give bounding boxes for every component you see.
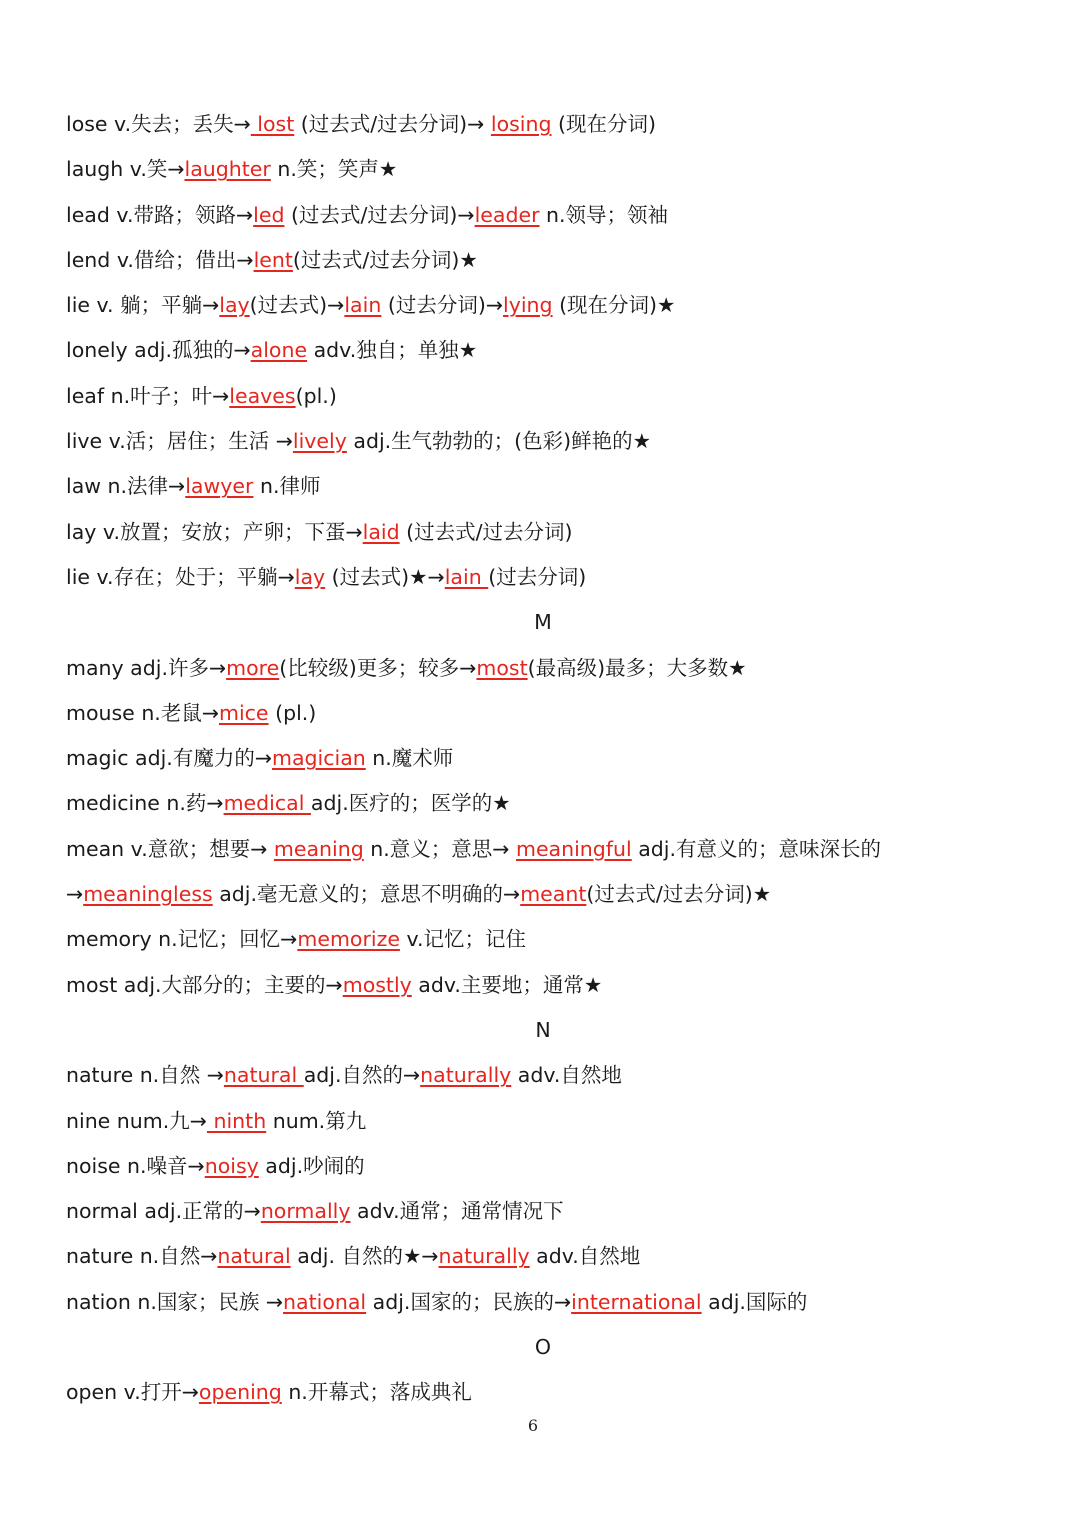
entry-text: adv.独自；单独★ xyxy=(307,338,478,363)
derived-word: lying xyxy=(503,293,553,318)
entry-text: lose v.失去；丢失→ xyxy=(66,112,251,136)
entry-text: adv.自然地 xyxy=(511,1063,622,1088)
entry-text: lie v. 躺；平躺→ xyxy=(66,293,220,318)
derived-word: memorize xyxy=(297,927,400,952)
vocabulary-entry xyxy=(66,1280,1026,1325)
vocabulary-entry xyxy=(66,781,1026,826)
entry-text: (现在分词)★ xyxy=(552,293,676,318)
entry-text: many adj.许多→ xyxy=(66,655,227,680)
derived-word: mostly xyxy=(342,972,412,997)
vocabulary-entry xyxy=(66,1234,1026,1279)
entry-text: lie v.存在；处于；平躺→ xyxy=(66,564,295,589)
derived-word: lay xyxy=(294,564,326,589)
entry-text: lay v.放置；安放；产卵；下蛋→ xyxy=(66,519,363,544)
entry-text: (过去式/过去分词) xyxy=(399,519,573,544)
derived-word: lain xyxy=(344,293,382,318)
entry-text: lend v.借给；借出→ xyxy=(66,247,254,272)
entry-text: adj.生气勃勃的；(色彩)鲜艳的★ xyxy=(346,429,652,454)
derived-word: more xyxy=(226,655,280,680)
entry-text: law n.法律→ xyxy=(66,474,186,499)
entry-text: laugh v.笑→ xyxy=(66,157,185,182)
entry-text: (过去分词) xyxy=(488,564,587,589)
section-letter: N xyxy=(535,1017,551,1042)
entry-text: (过去分词)→ xyxy=(381,293,504,318)
section-letter: M xyxy=(534,610,552,635)
vocabulary-entry xyxy=(66,102,1026,147)
derived-word: leaves xyxy=(229,383,296,408)
vocabulary-entry xyxy=(66,419,1026,464)
entry-text: v.记忆；记住 xyxy=(399,927,527,952)
derived-word: leader xyxy=(474,202,540,227)
derived-word: medical xyxy=(223,791,311,816)
derived-word: led xyxy=(253,202,285,227)
vocabulary-entry xyxy=(66,193,1026,238)
entry-text: lead v.带路；领路→ xyxy=(66,202,254,227)
entry-text: (pl.) xyxy=(295,383,337,408)
derived-word: international xyxy=(571,1289,702,1314)
entry-text: nine num.九→ xyxy=(66,1108,207,1133)
vocabulary-entry xyxy=(66,510,1026,555)
vocabulary-entry xyxy=(66,1099,1026,1144)
vocabulary-entry xyxy=(66,328,1026,373)
derived-word: naturally xyxy=(438,1244,530,1269)
derived-word: opening xyxy=(198,1380,282,1405)
entry-text: adv.自然地 xyxy=(529,1244,641,1269)
vocabulary-list xyxy=(66,102,1026,1416)
vocabulary-entry xyxy=(66,464,1026,509)
derived-word: mice xyxy=(219,700,269,725)
derived-word: losing xyxy=(490,112,552,136)
vocabulary-entry xyxy=(66,1370,1026,1415)
entry-text: adj.吵闹的 xyxy=(258,1153,365,1178)
section-letter-heading xyxy=(66,1325,1026,1370)
vocabulary-entry xyxy=(66,1144,1026,1189)
entry-text: n.魔术师 xyxy=(365,746,454,771)
derived-word: ninth xyxy=(206,1108,267,1133)
derived-word: natural xyxy=(217,1244,291,1269)
vocabulary-entry xyxy=(66,827,1026,872)
vocabulary-entry xyxy=(66,917,1026,962)
entry-text: adv.主要地；通常★ xyxy=(411,972,603,997)
derived-word: lent xyxy=(253,247,293,272)
entry-text: (过去式)★→ xyxy=(325,564,445,589)
derived-word: natural xyxy=(223,1063,304,1088)
derived-word: meant xyxy=(520,882,587,907)
entry-text: lonely adj.孤独的→ xyxy=(66,338,251,363)
entry-text: adj.国家的；民族的→ xyxy=(366,1289,572,1314)
derived-word: laid xyxy=(362,519,400,544)
vocabulary-entry xyxy=(66,963,1026,1008)
entry-text: mean v.意欲；想要→ xyxy=(66,836,274,861)
entry-text: normal adj.正常的→ xyxy=(66,1199,261,1224)
derived-word: noisy xyxy=(204,1153,259,1178)
vocabulary-entry xyxy=(66,374,1026,419)
entry-text: (过去式)→ xyxy=(249,293,345,318)
entry-text: adj.毫无意义的；意思不明确的→ xyxy=(212,882,521,907)
entry-text: most adj.大部分的；主要的→ xyxy=(66,972,343,997)
derived-word: lively xyxy=(292,429,347,454)
entry-text: (过去式/过去分词)★ xyxy=(586,882,772,907)
derived-word: lawyer xyxy=(185,474,254,499)
entry-text: (过去式/过去分词)★ xyxy=(292,247,478,272)
entry-text: (过去式/过去分词)→ xyxy=(284,202,475,227)
derived-word: meaning xyxy=(273,836,364,861)
vocabulary-entry xyxy=(66,555,1026,600)
vocabulary-entry xyxy=(66,238,1026,283)
entry-text: adj.国际的 xyxy=(701,1289,808,1314)
vocabulary-entry xyxy=(66,147,1026,192)
derived-word: lay xyxy=(219,293,250,318)
derived-word: meaningless xyxy=(83,882,213,907)
entry-text: (现在分词) xyxy=(551,112,657,136)
derived-word: magician xyxy=(272,746,366,771)
entry-text: adj. 自然的★→ xyxy=(290,1244,439,1269)
entry-text: adj.自然的→ xyxy=(303,1063,421,1088)
section-letter-heading xyxy=(66,600,1026,645)
entry-text: (过去式/过去分词)→ xyxy=(294,112,491,136)
entry-text: magic adj.有魔力的→ xyxy=(66,746,272,771)
derived-word: alone xyxy=(250,338,308,363)
entry-text: noise n.噪音→ xyxy=(66,1153,205,1178)
entry-text: num.第九 xyxy=(266,1108,367,1133)
entry-text: n.开幕式；落成典礼 xyxy=(281,1380,472,1405)
section-letter-heading xyxy=(66,1008,1026,1053)
entry-text: live v.活；居住；生活 → xyxy=(66,429,293,454)
vocabulary-entry xyxy=(66,691,1026,736)
entry-text: adv.通常；通常情况下 xyxy=(350,1199,564,1224)
derived-word: meaningful xyxy=(515,836,632,861)
entry-text: n.意义；意思→ xyxy=(363,836,516,861)
vocabulary-entry xyxy=(66,1189,1026,1234)
entry-text: open v.打开→ xyxy=(66,1380,199,1405)
section-letter: O xyxy=(534,1335,552,1360)
vocabulary-entry xyxy=(66,646,1026,691)
entry-text: n.笑；笑声★ xyxy=(270,157,398,182)
derived-word: most xyxy=(476,655,528,680)
vocabulary-entry xyxy=(66,736,1026,781)
entry-text: (比较级)更多；较多→ xyxy=(279,655,477,680)
derived-word: national xyxy=(283,1289,367,1314)
entry-text: → xyxy=(66,882,84,907)
entry-text: memory n.记忆；回忆→ xyxy=(66,927,298,952)
entry-text: (最高级)最多；大多数★ xyxy=(527,655,747,680)
entry-text: adj.有意义的；意味深长的 xyxy=(631,836,882,861)
entry-text: n.领导；领袖 xyxy=(539,202,669,227)
entry-text: nature n.自然 → xyxy=(66,1063,224,1088)
entry-text: adj.医疗的；医学的★ xyxy=(310,791,511,816)
vocabulary-entry xyxy=(66,872,1026,917)
derived-word: naturally xyxy=(420,1063,512,1088)
vocabulary-entry xyxy=(66,283,1026,328)
entry-text: n.律师 xyxy=(253,474,321,499)
entry-text: nation n.国家；民族 → xyxy=(66,1289,284,1314)
entry-text: (pl.) xyxy=(268,700,317,725)
page-number: 6 xyxy=(527,1416,539,1435)
derived-word: lost xyxy=(250,112,295,136)
derived-word: normally xyxy=(260,1199,351,1224)
derived-word: lain xyxy=(444,564,489,589)
vocabulary-entry xyxy=(66,1053,1026,1098)
derived-word: laughter xyxy=(184,157,271,182)
entry-text: mouse n.老鼠→ xyxy=(66,700,219,725)
entry-text: medicine n.药→ xyxy=(66,791,224,816)
entry-text: leaf n.叶子；叶→ xyxy=(66,383,230,408)
entry-text: nature n.自然→ xyxy=(66,1244,218,1269)
